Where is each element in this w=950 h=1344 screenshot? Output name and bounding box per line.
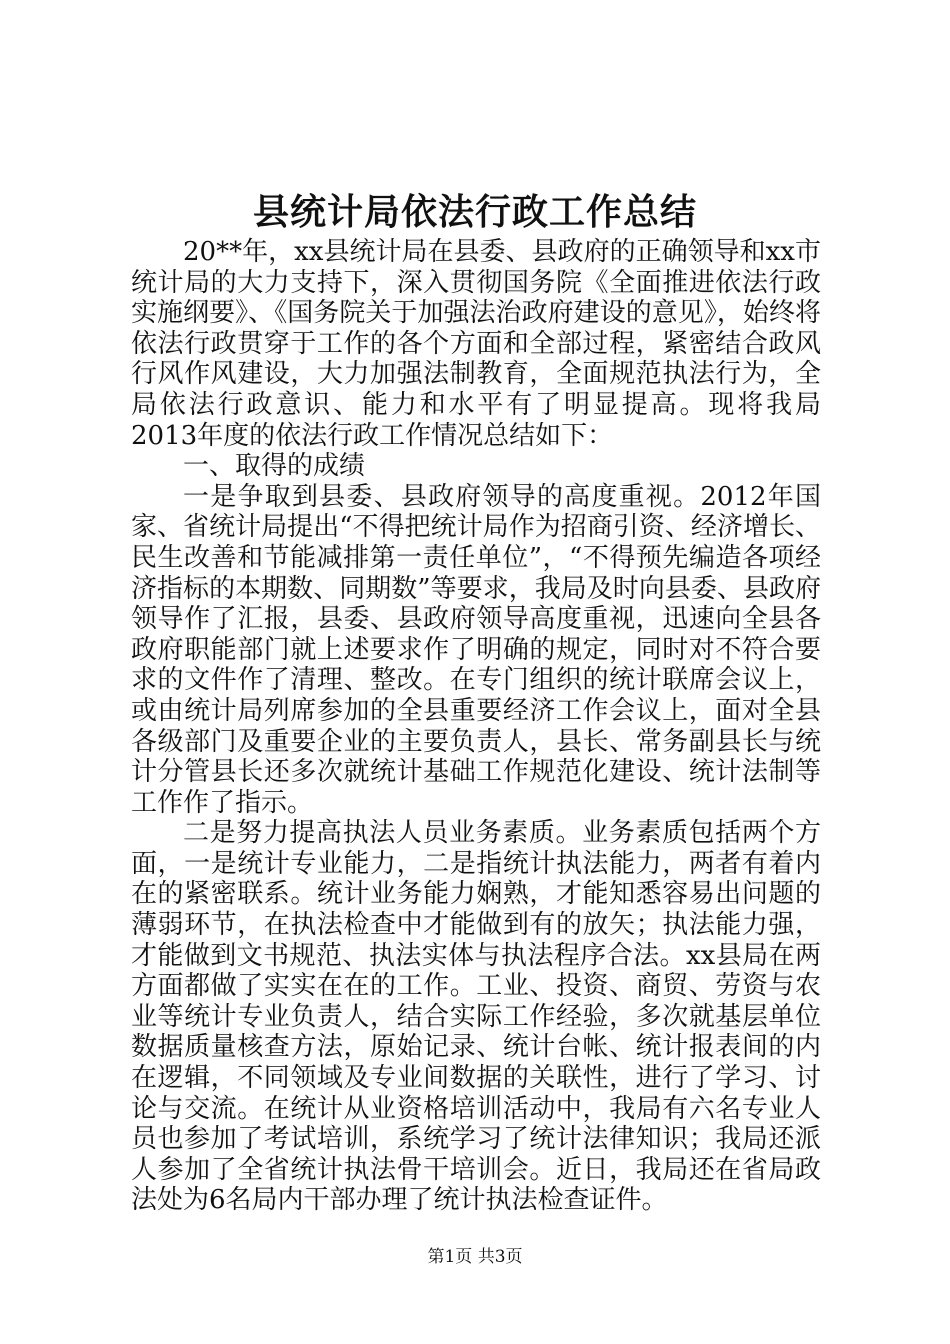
page-number: 第1页 共3页 [427, 1247, 523, 1267]
intro-paragraph: 20**年，xx县统计局在县委、县政府的正确领导和xx市统计局的大力支持下，深入贯彻国务院《全面推进依法行政实施纲要》、《国务院关于加强法治政府建设的意见》，始终将依法行政贯穿于工作的各个方面和全部过程，紧密结合政风行风作风建设，大力加强法制教育，全面规范执法行为，全局依法行政意识、能力和水平有了明显提高。现将我局2013年度的依法行政工作情况总结如下： [131, 237, 821, 451]
document-body [131, 237, 821, 1216]
achievement-paragraph-1: 一是争取到县委、县政府领导的高度重视。2012年国家、省统计局提出“不得把统计局作为招商引资、经济增长、民生改善和节能减排第一责任单位”，“不得预先编造各项经济指标的本期数、同期数”等要求，我局及时向县委、县政府领导作了汇报，县委、县政府领导高度重视，迅速向全县各政府职能部门就上述要求作了明确的规定，同时对不符合要求的文件作了清理、整改。在专门组织的统计联席会议上，或由统计局列席参加的全县重要经济工作会议上，面对全县各级部门及重要企业的主要负责人，县长、常务副县长与统计分管县长还多次就统计基础工作规范化建设、统计法制等工作作了指示。 [131, 481, 821, 818]
section-heading: 一、取得的成绩 [183, 451, 366, 482]
document-title: 县统计局依法行政工作总结 [252, 191, 697, 233]
achievement-paragraph-2: 二是努力提高执法人员业务素质。业务素质包括两个方面，一是统计专业能力，二是指统计执法能力，两者有着内在的紧密联系。统计业务能力娴熟，才能知悉容易出问题的薄弱环节，在执法检查中才能做到有的放矢；执法能力强，才能做到文书规范、执法实体与执法程序合法。xx县局在两方面都做了实实在在的工作。工业、投资、商贸、劳资与农业等统计专业负责人，结合实际工作经验，多次就基层单位数据质量核查方法，原始记录、统计台帐、统计报表间的内在逻辑，不同领域及专业间数据的关联性，进行了学习、讨论与交流。在统计从业资格培训活动中，我局有六名专业人员也参加了考试培训，系统学习了统计法律知识；我局还派人参加了全省统计执法骨干培训会。近日，我局还在省局政法处为6名局内干部办理了统计执法检查证件。 [131, 818, 821, 1216]
